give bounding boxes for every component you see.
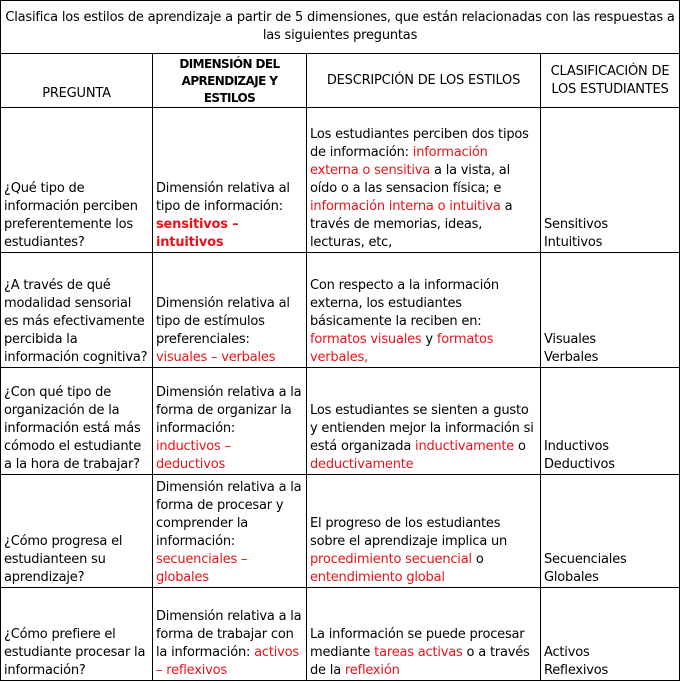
desc-highlight: deductivamente bbox=[310, 457, 414, 472]
desc-highlight: procedimiento secuencial bbox=[310, 552, 472, 567]
classification-style-2: Verbales bbox=[544, 350, 599, 365]
classification-style-2: Globales bbox=[544, 570, 599, 585]
classification-cell bbox=[541, 368, 680, 475]
table-row bbox=[1, 475, 680, 588]
classification-style-1: Activos bbox=[544, 645, 590, 660]
dimension-text: Dimensión relativa a la forma de organizar la información: bbox=[156, 385, 302, 436]
desc-highlight: información interna o intuitiva bbox=[310, 199, 501, 214]
description-cell bbox=[307, 368, 541, 475]
dimension-text: Dimensión relativa a la forma de procesar y comprender la información: bbox=[156, 480, 302, 549]
question-cell: ¿A través de qué modalidad sensorial es más efectivamente percibida la información cognitiva? bbox=[1, 253, 153, 368]
question-cell: ¿Cómo prefiere el estudiante procesar la información? bbox=[1, 588, 153, 681]
classification-cell bbox=[541, 253, 680, 368]
desc-text: a la vista, al oído o a las sensacion física; e bbox=[310, 163, 510, 196]
dimension-cell bbox=[153, 475, 307, 588]
classification-cell bbox=[541, 588, 680, 681]
header-row bbox=[1, 54, 680, 108]
classification-style-2: Reflexivos bbox=[544, 663, 609, 678]
header-clasificacion: CLASIFICACIÓN DE LOS ESTUDIANTES bbox=[541, 54, 680, 108]
dimension-text: Dimensión relativa a la forma de trabajar con la información: bbox=[156, 609, 302, 660]
question-cell: ¿Cómo progresa el estudianteen su aprendizaje? bbox=[1, 475, 153, 588]
description-cell bbox=[307, 253, 541, 368]
table-row bbox=[1, 368, 680, 475]
header-descripcion: DESCRIPCIÓN DE LOS ESTILOS bbox=[307, 54, 541, 108]
desc-highlight: formatos verbales, bbox=[310, 332, 494, 365]
dimension-styles: sensitivos – intuitivos bbox=[156, 217, 239, 250]
desc-text: o bbox=[471, 552, 484, 567]
desc-highlight: tareas activas bbox=[374, 645, 463, 660]
dimension-cell bbox=[153, 588, 307, 681]
classification-style-1: Sensitivos bbox=[544, 217, 609, 232]
desc-highlight: reflexión bbox=[344, 663, 400, 678]
dimension-cell bbox=[153, 253, 307, 368]
description-cell bbox=[307, 108, 541, 253]
classification-style-1: Visuales bbox=[544, 332, 596, 347]
table-row bbox=[1, 253, 680, 368]
desc-text: a través de memorias, ideas, lecturas, etc, bbox=[310, 199, 513, 250]
dimension-styles: visuales – verbales bbox=[156, 350, 276, 365]
table-row bbox=[1, 108, 680, 253]
description-cell bbox=[307, 475, 541, 588]
desc-highlight: formatos visuales bbox=[310, 332, 422, 347]
desc-highlight: entendimiento global bbox=[310, 570, 445, 585]
desc-text: Con respecto a la información externa, los estudiantes básicamente la reciben en: bbox=[310, 278, 499, 329]
question-cell: ¿Qué tipo de información perciben preferentemente los estudiantes? bbox=[1, 108, 153, 253]
classification-style-1: Secuenciales bbox=[544, 552, 627, 567]
dimension-styles: secuenciales – globales bbox=[156, 552, 248, 585]
header-pregunta: PREGUNTA bbox=[1, 54, 153, 108]
dimension-cell bbox=[153, 108, 307, 253]
desc-text: y bbox=[421, 332, 437, 347]
dimension-text: Dimensión relativa al tipo de información: bbox=[156, 181, 290, 214]
classification-cell bbox=[541, 108, 680, 253]
desc-highlight: inductivamente bbox=[415, 439, 515, 454]
desc-text: Los estudiantes perciben dos tipos de información: bbox=[310, 127, 529, 160]
dimension-text: Dimensión relativa al tipo de estímulos preferenciales: bbox=[156, 296, 290, 347]
dimension-styles: activos – reflexivos bbox=[156, 645, 299, 678]
desc-text: o bbox=[514, 439, 526, 454]
caption-row bbox=[1, 1, 680, 54]
table-row bbox=[1, 588, 680, 681]
desc-text: La información se puede procesar mediante bbox=[310, 627, 525, 660]
desc-text: Los estudiantes se sienten a gusto y entienden mejor la información si está organizada bbox=[310, 403, 534, 454]
desc-text: o a través de la bbox=[310, 645, 530, 678]
desc-highlight: información externa o sensitiva bbox=[310, 145, 488, 178]
header-dimension: DIMENSIÓN DEL APRENDIZAJE Y ESTILOS bbox=[153, 54, 307, 108]
classification-style-1: Inductivos bbox=[544, 439, 609, 454]
desc-text: El progreso de los estudiantes sobre el aprendizaje implica un bbox=[310, 516, 508, 549]
table-caption: Clasifica los estilos de aprendizaje a partir de 5 dimensiones, que están relacionadas con las respuestas a las siguientes preguntas bbox=[1, 1, 680, 54]
classification-style-2: Deductivos bbox=[544, 457, 615, 472]
dimension-cell bbox=[153, 368, 307, 475]
classification-style-2: Intuitivos bbox=[544, 235, 603, 250]
question-cell: ¿Con qué tipo de organización de la información está más cómodo el estudiante a la hora de trabajar? bbox=[1, 368, 153, 475]
description-cell bbox=[307, 588, 541, 681]
classification-cell bbox=[541, 475, 680, 588]
dimension-styles: inductivos – deductivos bbox=[156, 439, 231, 472]
